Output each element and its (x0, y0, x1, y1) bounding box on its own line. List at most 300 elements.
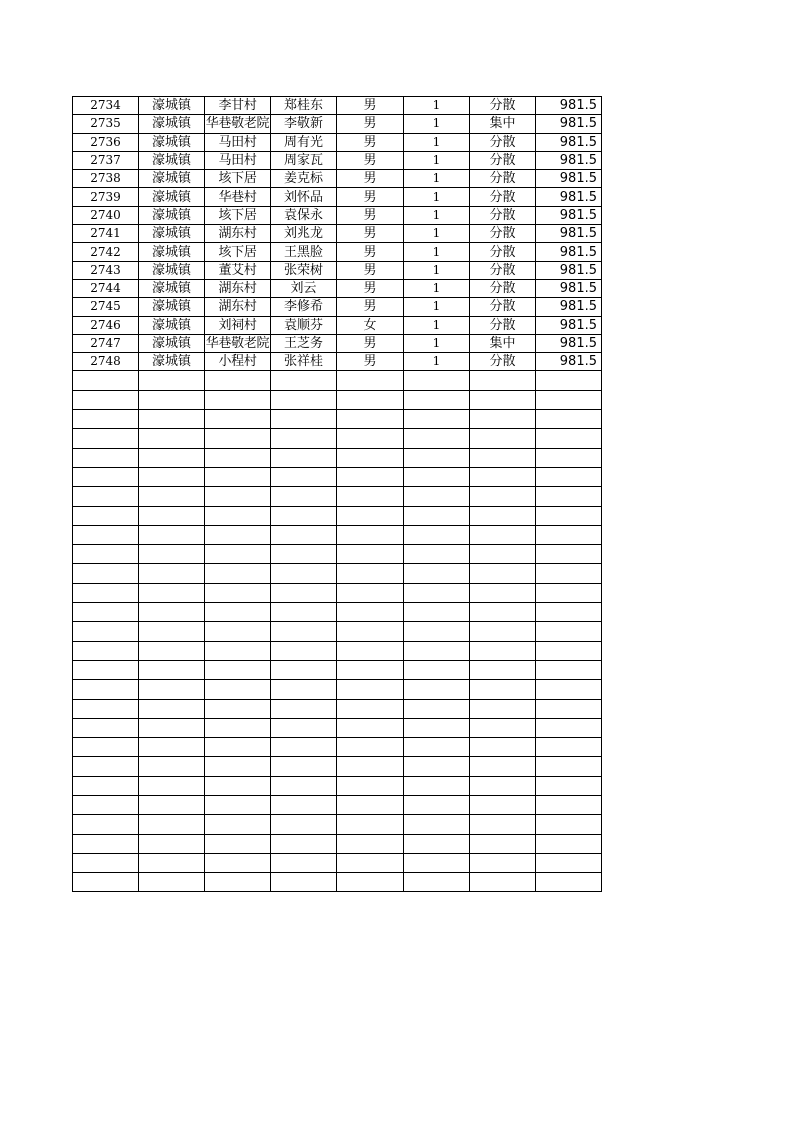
empty-cell (536, 853, 602, 872)
table-row (73, 243, 602, 261)
empty-cell (73, 738, 139, 757)
empty-cell (536, 776, 602, 795)
amount-cell: 981.5 (536, 261, 602, 279)
empty-cell (470, 564, 536, 583)
id-cell: 2745 (73, 298, 139, 316)
empty-cell (536, 564, 602, 583)
name-cell: 周有光 (271, 133, 337, 151)
empty-cell (139, 506, 205, 525)
empty-cell (205, 795, 271, 814)
table-row (73, 97, 602, 115)
type-cell: 分散 (470, 243, 536, 261)
name-cell: 王黑脸 (271, 243, 337, 261)
empty-cell (404, 390, 470, 409)
amount-cell: 981.5 (536, 151, 602, 169)
spreadsheet-table (72, 96, 602, 892)
empty-cell (139, 853, 205, 872)
amount-cell: 981.5 (536, 316, 602, 334)
empty-cell (139, 718, 205, 737)
village-cell: 刘祠村 (205, 316, 271, 334)
name-cell: 袁顺芬 (271, 316, 337, 334)
town-cell: 濠城镇 (139, 334, 205, 352)
gender-cell: 男 (337, 133, 404, 151)
table-row (73, 133, 602, 151)
table-body (73, 97, 602, 892)
id-cell: 2743 (73, 261, 139, 279)
empty-cell (205, 448, 271, 467)
empty-cell (139, 699, 205, 718)
empty-cell (139, 448, 205, 467)
empty-cell (404, 506, 470, 525)
table-row (73, 151, 602, 169)
empty-cell (205, 641, 271, 660)
id-cell: 2735 (73, 115, 139, 133)
name-cell: 张荣树 (271, 261, 337, 279)
empty-cell (470, 834, 536, 853)
count-cell: 1 (404, 151, 470, 169)
name-cell: 姜克标 (271, 170, 337, 188)
town-cell: 濠城镇 (139, 115, 205, 133)
empty-table-row (73, 545, 602, 564)
empty-cell (404, 410, 470, 429)
empty-cell (271, 853, 337, 872)
village-cell: 垓下居 (205, 170, 271, 188)
empty-cell (73, 795, 139, 814)
gender-cell: 女 (337, 316, 404, 334)
id-cell: 2748 (73, 353, 139, 371)
empty-cell (271, 583, 337, 602)
village-cell: 马田村 (205, 133, 271, 151)
type-cell: 分散 (470, 170, 536, 188)
gender-cell: 男 (337, 279, 404, 297)
empty-cell (205, 545, 271, 564)
amount-cell: 981.5 (536, 188, 602, 206)
empty-cell (536, 660, 602, 679)
table-row (73, 115, 602, 133)
empty-cell (404, 525, 470, 544)
gender-cell: 男 (337, 298, 404, 316)
empty-cell (73, 429, 139, 448)
town-cell: 濠城镇 (139, 188, 205, 206)
id-cell: 2740 (73, 206, 139, 224)
empty-cell (73, 371, 139, 390)
count-cell: 1 (404, 170, 470, 188)
empty-cell (337, 390, 404, 409)
empty-cell (271, 680, 337, 699)
count-cell: 1 (404, 133, 470, 151)
empty-cell (205, 467, 271, 486)
empty-cell (205, 487, 271, 506)
count-cell: 1 (404, 97, 470, 115)
empty-cell (139, 487, 205, 506)
type-cell: 分散 (470, 206, 536, 224)
amount-cell: 981.5 (536, 298, 602, 316)
empty-cell (404, 680, 470, 699)
empty-cell (470, 371, 536, 390)
empty-cell (139, 525, 205, 544)
type-cell: 分散 (470, 97, 536, 115)
empty-table-row (73, 448, 602, 467)
empty-cell (337, 660, 404, 679)
table-row (73, 298, 602, 316)
empty-cell (139, 834, 205, 853)
empty-cell (271, 525, 337, 544)
id-cell: 2744 (73, 279, 139, 297)
town-cell: 濠城镇 (139, 279, 205, 297)
empty-table-row (73, 680, 602, 699)
id-cell: 2737 (73, 151, 139, 169)
empty-cell (73, 815, 139, 834)
empty-cell (337, 583, 404, 602)
empty-cell (404, 815, 470, 834)
empty-cell (73, 390, 139, 409)
empty-cell (73, 699, 139, 718)
empty-table-row (73, 834, 602, 853)
count-cell: 1 (404, 225, 470, 243)
table-row (73, 261, 602, 279)
empty-cell (404, 448, 470, 467)
empty-cell (73, 603, 139, 622)
empty-cell (470, 603, 536, 622)
empty-cell (404, 757, 470, 776)
town-cell: 濠城镇 (139, 170, 205, 188)
empty-cell (139, 564, 205, 583)
empty-cell (139, 603, 205, 622)
empty-table-row (73, 641, 602, 660)
table-row (73, 316, 602, 334)
empty-cell (404, 429, 470, 448)
empty-cell (470, 853, 536, 872)
empty-cell (271, 371, 337, 390)
empty-cell (536, 718, 602, 737)
gender-cell: 男 (337, 334, 404, 352)
gender-cell: 男 (337, 225, 404, 243)
empty-cell (139, 371, 205, 390)
empty-cell (470, 776, 536, 795)
empty-cell (470, 680, 536, 699)
name-cell: 刘兆龙 (271, 225, 337, 243)
empty-cell (139, 776, 205, 795)
name-cell: 李敬新 (271, 115, 337, 133)
empty-cell (139, 390, 205, 409)
empty-cell (271, 622, 337, 641)
empty-cell (337, 641, 404, 660)
type-cell: 分散 (470, 225, 536, 243)
table-row (73, 225, 602, 243)
empty-table-row (73, 583, 602, 602)
empty-cell (271, 506, 337, 525)
empty-cell (404, 487, 470, 506)
type-cell: 分散 (470, 151, 536, 169)
empty-cell (470, 757, 536, 776)
empty-cell (337, 738, 404, 757)
empty-cell (404, 641, 470, 660)
empty-cell (139, 641, 205, 660)
town-cell: 濠城镇 (139, 97, 205, 115)
empty-cell (271, 776, 337, 795)
empty-cell (470, 410, 536, 429)
empty-cell (139, 738, 205, 757)
village-cell: 垓下居 (205, 243, 271, 261)
empty-cell (536, 583, 602, 602)
empty-cell (536, 506, 602, 525)
empty-cell (271, 564, 337, 583)
empty-cell (536, 738, 602, 757)
empty-cell (337, 873, 404, 892)
amount-cell: 981.5 (536, 225, 602, 243)
empty-table-row (73, 699, 602, 718)
empty-cell (73, 834, 139, 853)
town-cell: 濠城镇 (139, 261, 205, 279)
amount-cell: 981.5 (536, 353, 602, 371)
id-cell: 2738 (73, 170, 139, 188)
empty-cell (73, 467, 139, 486)
id-cell: 2734 (73, 97, 139, 115)
id-cell: 2742 (73, 243, 139, 261)
empty-cell (271, 390, 337, 409)
empty-cell (470, 718, 536, 737)
empty-cell (337, 487, 404, 506)
empty-cell (271, 718, 337, 737)
empty-table-row (73, 410, 602, 429)
empty-cell (404, 467, 470, 486)
village-cell: 华巷敬老院 (205, 336, 270, 351)
empty-cell (205, 429, 271, 448)
empty-cell (271, 660, 337, 679)
empty-cell (73, 757, 139, 776)
town-cell: 濠城镇 (139, 243, 205, 261)
empty-cell (205, 564, 271, 583)
empty-cell (139, 660, 205, 679)
empty-cell (271, 757, 337, 776)
empty-cell (536, 429, 602, 448)
empty-cell (404, 699, 470, 718)
empty-table-row (73, 371, 602, 390)
empty-cell (536, 834, 602, 853)
empty-cell (536, 467, 602, 486)
empty-cell (470, 390, 536, 409)
empty-cell (404, 603, 470, 622)
empty-cell (205, 410, 271, 429)
empty-cell (205, 699, 271, 718)
amount-cell: 981.5 (536, 243, 602, 261)
empty-cell (205, 873, 271, 892)
empty-cell (470, 815, 536, 834)
empty-cell (139, 622, 205, 641)
name-cell: 郑桂东 (271, 97, 337, 115)
village-cell: 湖东村 (205, 279, 271, 297)
empty-cell (404, 371, 470, 390)
empty-cell (470, 525, 536, 544)
name-cell: 袁保永 (271, 206, 337, 224)
empty-table-row (73, 564, 602, 583)
type-cell: 分散 (470, 133, 536, 151)
empty-cell (536, 622, 602, 641)
table-row (73, 353, 602, 371)
type-cell: 集中 (470, 334, 536, 352)
empty-cell (205, 815, 271, 834)
empty-table-row (73, 738, 602, 757)
empty-cell (139, 873, 205, 892)
empty-cell (536, 680, 602, 699)
town-cell: 濠城镇 (139, 206, 205, 224)
gender-cell: 男 (337, 115, 404, 133)
empty-table-row (73, 603, 602, 622)
empty-cell (404, 583, 470, 602)
empty-cell (404, 545, 470, 564)
village-cell: 董艾村 (205, 261, 271, 279)
amount-cell: 981.5 (536, 279, 602, 297)
gender-cell: 男 (337, 97, 404, 115)
empty-cell (73, 583, 139, 602)
village-cell: 湖东村 (205, 225, 271, 243)
empty-cell (536, 487, 602, 506)
empty-cell (73, 641, 139, 660)
empty-table-row (73, 873, 602, 892)
empty-cell (205, 776, 271, 795)
gender-cell: 男 (337, 243, 404, 261)
empty-cell (205, 738, 271, 757)
empty-cell (337, 699, 404, 718)
amount-cell: 981.5 (536, 170, 602, 188)
empty-cell (337, 410, 404, 429)
empty-table-row (73, 853, 602, 872)
empty-cell (139, 795, 205, 814)
empty-cell (337, 467, 404, 486)
empty-cell (73, 506, 139, 525)
empty-cell (73, 853, 139, 872)
empty-cell (139, 545, 205, 564)
id-cell: 2736 (73, 133, 139, 151)
empty-cell (470, 795, 536, 814)
empty-cell (470, 429, 536, 448)
village-cell: 马田村 (205, 151, 271, 169)
amount-cell: 981.5 (536, 133, 602, 151)
empty-cell (536, 390, 602, 409)
empty-cell (271, 545, 337, 564)
empty-table-row (73, 795, 602, 814)
count-cell: 1 (404, 243, 470, 261)
id-cell: 2741 (73, 225, 139, 243)
empty-cell (271, 795, 337, 814)
empty-table-row (73, 660, 602, 679)
empty-table-row (73, 487, 602, 506)
empty-cell (470, 699, 536, 718)
town-cell: 濠城镇 (139, 298, 205, 316)
empty-cell (404, 622, 470, 641)
village-cell: 湖东村 (205, 298, 271, 316)
empty-cell (205, 390, 271, 409)
empty-cell (139, 429, 205, 448)
empty-cell (470, 583, 536, 602)
empty-cell (536, 525, 602, 544)
town-cell: 濠城镇 (139, 225, 205, 243)
type-cell: 分散 (470, 316, 536, 334)
empty-cell (536, 873, 602, 892)
town-cell: 濠城镇 (139, 133, 205, 151)
table-row (73, 206, 602, 224)
village-cell: 华巷敬老院 (205, 116, 270, 132)
empty-cell (470, 641, 536, 660)
empty-cell (73, 448, 139, 467)
empty-cell (73, 487, 139, 506)
empty-cell (337, 525, 404, 544)
count-cell: 1 (404, 334, 470, 352)
empty-cell (470, 660, 536, 679)
empty-cell (470, 738, 536, 757)
amount-cell: 981.5 (536, 97, 602, 115)
empty-cell (536, 757, 602, 776)
village-cell: 垓下居 (205, 206, 271, 224)
empty-cell (73, 680, 139, 699)
gender-cell: 男 (337, 206, 404, 224)
empty-cell (205, 603, 271, 622)
town-cell: 濠城镇 (139, 316, 205, 334)
gender-cell: 男 (337, 170, 404, 188)
empty-cell (271, 815, 337, 834)
empty-cell (271, 603, 337, 622)
empty-cell (73, 873, 139, 892)
empty-table-row (73, 429, 602, 448)
gender-cell: 男 (337, 353, 404, 371)
empty-cell (404, 795, 470, 814)
empty-cell (73, 525, 139, 544)
empty-cell (205, 525, 271, 544)
empty-cell (337, 448, 404, 467)
empty-table-row (73, 815, 602, 834)
name-cell: 张祥桂 (271, 353, 337, 371)
empty-cell (205, 506, 271, 525)
table-row (73, 188, 602, 206)
type-cell: 分散 (470, 298, 536, 316)
empty-cell (139, 680, 205, 699)
village-cell: 华巷村 (205, 188, 271, 206)
name-cell: 王芝务 (271, 334, 337, 352)
empty-cell (337, 603, 404, 622)
empty-cell (470, 873, 536, 892)
count-cell: 1 (404, 316, 470, 334)
town-cell: 濠城镇 (139, 151, 205, 169)
gender-cell: 男 (337, 188, 404, 206)
empty-cell (73, 776, 139, 795)
empty-cell (404, 834, 470, 853)
empty-cell (205, 680, 271, 699)
count-cell: 1 (404, 279, 470, 297)
empty-cell (271, 410, 337, 429)
empty-cell (271, 487, 337, 506)
count-cell: 1 (404, 188, 470, 206)
empty-cell (404, 776, 470, 795)
empty-cell (337, 795, 404, 814)
empty-cell (536, 795, 602, 814)
empty-table-row (73, 718, 602, 737)
empty-table-row (73, 390, 602, 409)
count-cell: 1 (404, 261, 470, 279)
empty-cell (73, 545, 139, 564)
type-cell: 分散 (470, 353, 536, 371)
type-cell: 分散 (470, 261, 536, 279)
empty-cell (271, 699, 337, 718)
id-cell: 2746 (73, 316, 139, 334)
id-cell: 2747 (73, 334, 139, 352)
empty-cell (337, 834, 404, 853)
empty-cell (470, 622, 536, 641)
empty-cell (139, 815, 205, 834)
empty-table-row (73, 525, 602, 544)
empty-cell (337, 564, 404, 583)
empty-cell (404, 738, 470, 757)
empty-cell (536, 699, 602, 718)
